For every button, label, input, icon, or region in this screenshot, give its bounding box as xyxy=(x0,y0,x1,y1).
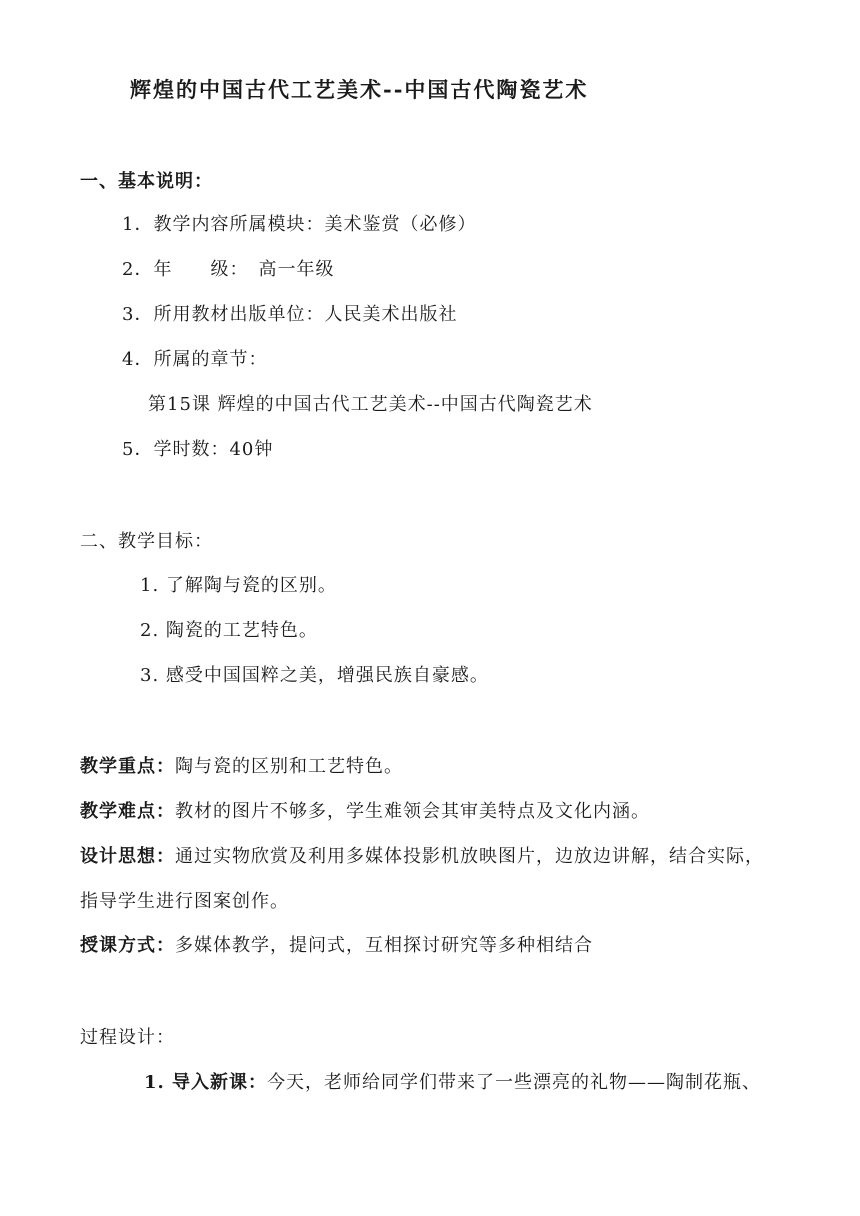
section-heading-objectives: 二、教学目标： xyxy=(80,531,213,552)
basic-info-item-1: 1．教学内容所属模块：美术鉴赏（必修） xyxy=(122,214,477,235)
key-points-label: 教学重点： xyxy=(80,756,175,777)
difficulties-line xyxy=(80,800,650,824)
basic-info-item-5: 5．学时数：40钟 xyxy=(122,439,274,460)
basic-info-item-4: 4．所属的章节： xyxy=(122,349,268,370)
chapter-title: 第15课 辉煌的中国古代工艺美术--中国古代陶瓷艺术 xyxy=(148,394,593,415)
objective-item-2: 2. 陶瓷的工艺特色。 xyxy=(140,620,318,641)
process-item-1 xyxy=(144,1071,761,1095)
teaching-method-label: 授课方式： xyxy=(80,935,175,956)
key-points-line xyxy=(80,755,403,779)
design-idea-label: 设计思想： xyxy=(80,846,175,867)
section-heading-basic-info: 一、基本说明： xyxy=(80,171,213,192)
difficulties-label: 教学难点： xyxy=(80,801,175,822)
basic-info-item-3: 3．所用教材出版单位：人民美术出版社 xyxy=(122,304,458,325)
teaching-method-text: 多媒体教学，提问式，互相探讨研究等多种相结合 xyxy=(175,935,593,956)
teaching-method-line xyxy=(80,934,593,958)
process-item-1-label: 1. 导入新课： xyxy=(144,1072,268,1093)
document-title: 辉煌的中国古代工艺美术--中国古代陶瓷艺术 xyxy=(130,77,589,102)
process-item-1-text: 今天，老师给同学们带来了一些漂亮的礼物——陶制花瓶、 xyxy=(267,1072,762,1093)
objective-item-1: 1. 了解陶与瓷的区别。 xyxy=(140,575,337,596)
design-idea-line xyxy=(80,845,764,869)
section-heading-process: 过程设计： xyxy=(80,1027,175,1048)
design-idea-continuation: 指导学生进行图案创作。 xyxy=(80,891,289,912)
difficulties-text: 教材的图片不够多，学生难领会其审美特点及文化内涵。 xyxy=(175,801,650,822)
key-points-text: 陶与瓷的区别和工艺特色。 xyxy=(175,756,403,777)
basic-info-item-2: 2．年 级： 高一年级 xyxy=(122,259,335,280)
design-idea-text: 通过实物欣赏及利用多媒体投影机放映图片，边放边讲解，结合实际， xyxy=(175,846,764,867)
objective-item-3: 3. 感受中国国粹之美，增强民族自豪感。 xyxy=(140,665,489,686)
